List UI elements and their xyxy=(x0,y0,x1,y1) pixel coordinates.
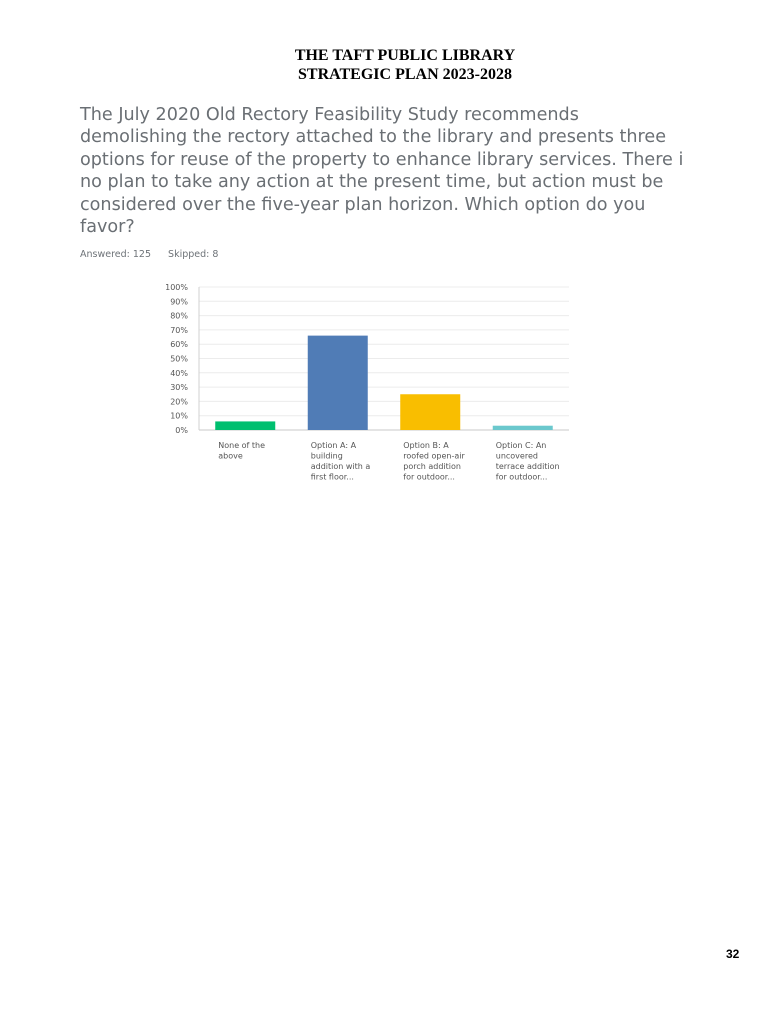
bar xyxy=(215,421,275,430)
y-tick-label: 40% xyxy=(170,368,188,378)
y-tick-label: 0% xyxy=(175,426,188,435)
y-tick-label: 20% xyxy=(170,397,188,407)
question-line: considered over the five-year plan horizon. Which option do you xyxy=(80,194,646,215)
survey-question xyxy=(80,104,720,238)
x-tick-label-line: Option C: An xyxy=(495,441,547,450)
x-tick-label-line: for outdoor... xyxy=(495,472,548,482)
bar xyxy=(308,336,368,430)
question-line: options for reuse of the property to enhance library services. There i xyxy=(80,149,684,170)
x-tick-label-line: terrace addition xyxy=(495,462,560,471)
x-tick-label-line: uncovered xyxy=(495,451,538,461)
question-line: The July 2020 Old Rectory Feasibility Study recommends xyxy=(80,105,579,125)
bar xyxy=(400,394,460,430)
x-tick-label xyxy=(218,441,265,461)
x-tick-label xyxy=(496,441,560,482)
response-stats xyxy=(80,249,232,260)
y-tick-label: 30% xyxy=(170,383,188,393)
document-header xyxy=(0,46,767,84)
x-tick-label-line: Option B: A xyxy=(403,441,449,450)
y-tick-label: 90% xyxy=(170,297,188,307)
y-tick-label: 80% xyxy=(170,311,188,321)
y-tick-label: 50% xyxy=(170,354,188,364)
x-tick-label-line: addition with a xyxy=(310,462,371,471)
x-tick-label-line: None of the xyxy=(218,441,266,450)
x-tick-label-line: for outdoor... xyxy=(403,472,455,482)
header-title: THE TAFT PUBLIC LIBRARY xyxy=(294,47,516,64)
x-tick-label xyxy=(311,441,371,482)
x-tick-label-line: first floor... xyxy=(310,472,354,482)
page-number: 32 xyxy=(726,947,740,961)
y-tick-label: 60% xyxy=(170,340,188,350)
x-tick-label-line: Option A: A xyxy=(310,441,357,450)
x-tick-label-line: building xyxy=(310,451,343,461)
x-tick-label-line: above xyxy=(218,451,243,461)
bar-chart-svg xyxy=(150,280,580,490)
header-subtitle: STRATEGIC PLAN 2023-2028 xyxy=(298,66,512,83)
y-tick-label: 100% xyxy=(165,283,188,292)
skipped-count: Skipped: 8 xyxy=(168,249,219,260)
question-line: favor? xyxy=(80,216,135,237)
y-tick-label: 70% xyxy=(170,325,188,335)
x-tick-label xyxy=(403,441,465,482)
x-tick-label-line: roofed open-air xyxy=(403,451,465,461)
bar xyxy=(493,426,553,430)
y-tick-label: 10% xyxy=(170,411,188,421)
x-tick-label-line: porch addition xyxy=(403,462,461,471)
question-line: demolishing the rectory attached to the library and presents three xyxy=(80,127,667,148)
answered-count: Answered: 125 xyxy=(80,249,152,260)
bar-chart xyxy=(150,280,580,490)
question-line: no plan to take any action at the present time, but action must be xyxy=(80,172,664,193)
